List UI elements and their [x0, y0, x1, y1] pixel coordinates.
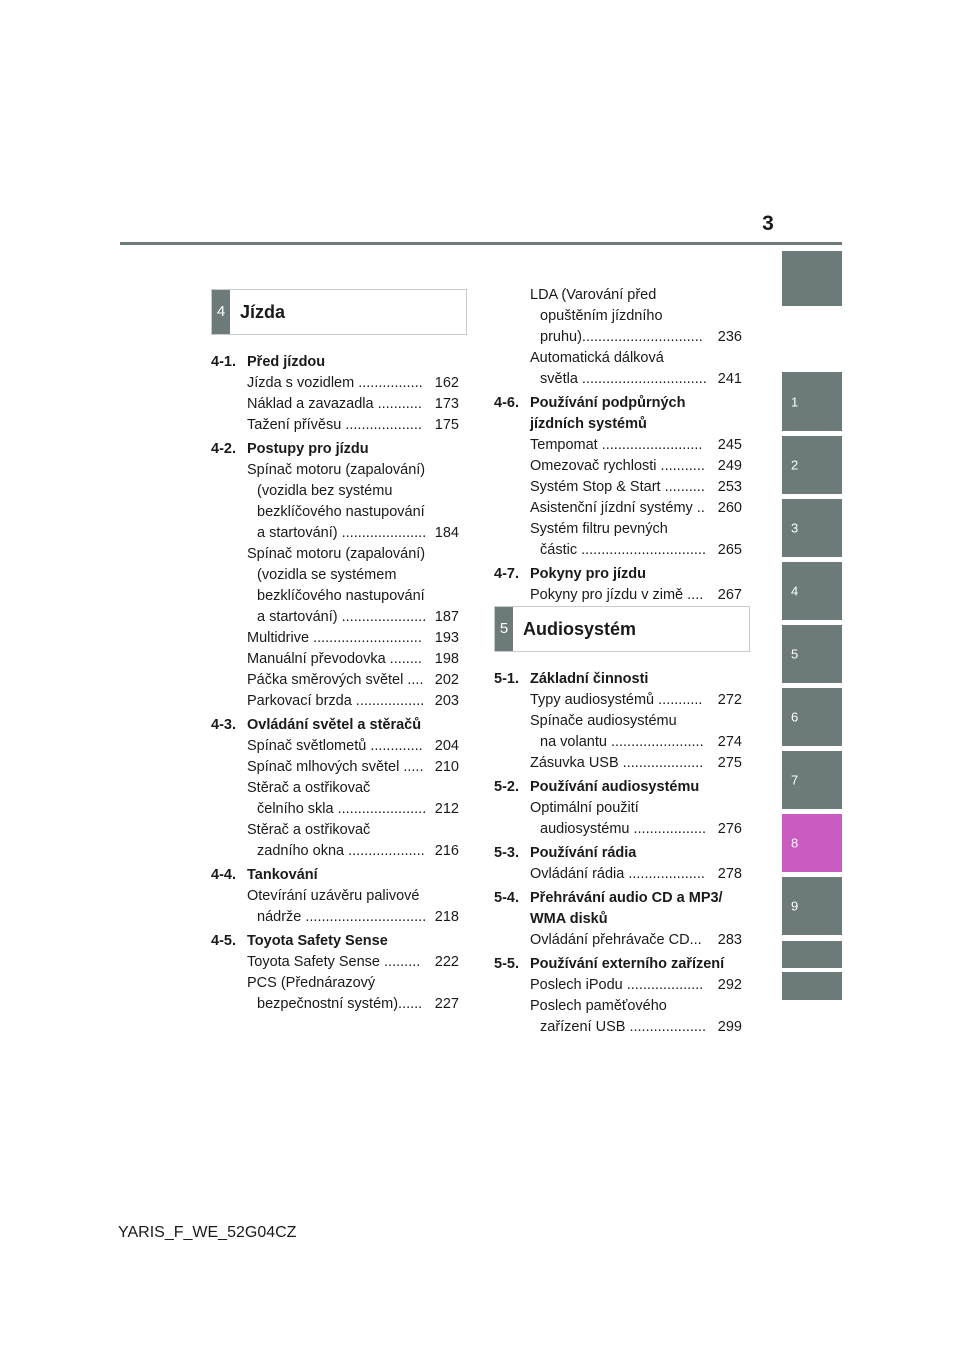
- toc-section[interactable]: [494, 669, 742, 690]
- page-ref: 276: [717, 819, 742, 840]
- page-ref: 283: [717, 930, 742, 951]
- chapter-tab-3[interactable]: 3: [782, 499, 842, 557]
- page-ref: 173: [434, 394, 459, 415]
- toc-entry[interactable]: [530, 498, 742, 519]
- section-title: Přehrávání audio CD a MP3/ WMA disků: [530, 890, 723, 927]
- entry-title: Stěrač a ostřikovač zadního okna ...................: [247, 822, 425, 859]
- entry-title: Ovládání přehrávače CD...: [530, 932, 702, 948]
- entry-title: Stěrač a ostřikovač čelního skla ......................: [247, 780, 427, 817]
- page-ref: 210: [434, 757, 459, 778]
- entry-title: LDA (Varování před opuštěním jízdního pruhu)..............................: [530, 287, 703, 345]
- section-code: 4-4.: [211, 867, 236, 883]
- section-title: Před jízdou: [247, 354, 326, 370]
- entry-title: Zásuvka USB ....................: [530, 755, 704, 771]
- entry-title: Tažení přívěsu ...................: [247, 417, 422, 433]
- section-title: Základní činnosti: [530, 671, 649, 687]
- entry-title: Náklad a zavazadla ...........: [247, 396, 422, 412]
- section-title: Postupy pro jízdu: [247, 441, 369, 457]
- toc-entry[interactable]: [247, 544, 459, 628]
- section-title: Ovládání světel a stěračů: [247, 717, 422, 733]
- page-ref: 202: [434, 670, 459, 691]
- toc-entry[interactable]: [247, 820, 459, 862]
- toc-entry[interactable]: [247, 628, 459, 649]
- toc-entry[interactable]: [247, 373, 459, 394]
- chapter-tab-6[interactable]: 6: [782, 688, 842, 746]
- section-title: Používání externího zařízení: [530, 956, 725, 972]
- page-ref: 272: [717, 690, 742, 711]
- chapter-tab-1[interactable]: 1: [782, 372, 842, 431]
- toc-section[interactable]: [211, 865, 459, 886]
- entry-title: Otevírání uzávěru palivové nádrže ..............................: [247, 888, 427, 925]
- entry-title: Spínač světlometů .............: [247, 738, 423, 754]
- chapter-tab-7[interactable]: 7: [782, 751, 842, 809]
- top-rule: [120, 242, 842, 245]
- entry-title: Poslech iPodu ...................: [530, 977, 704, 993]
- entry-title: Toyota Safety Sense .........: [247, 954, 421, 970]
- page-ref: 292: [717, 975, 742, 996]
- page-ref: 265: [717, 540, 742, 561]
- toc-entry[interactable]: [247, 886, 459, 928]
- chapter-number: 5: [495, 607, 513, 651]
- chapter-number: 4: [212, 290, 230, 334]
- page-ref: 260: [717, 498, 742, 519]
- page-ref: 275: [717, 753, 742, 774]
- entry-title: Automatická dálková světla ...............................: [530, 350, 707, 387]
- toc-section[interactable]: [494, 777, 742, 798]
- entry-title: Páčka směrových světel ....: [247, 672, 424, 688]
- entry-title: Spínač mlhových světel .....: [247, 759, 424, 775]
- toc-entry[interactable]: [247, 670, 459, 691]
- toc-entry[interactable]: [530, 996, 742, 1038]
- entry-title: Asistenční jízdní systémy ..: [530, 500, 705, 516]
- toc-column-right-top: [494, 285, 742, 606]
- entry-title: Poslech paměťového zařízení USB ...................: [530, 998, 706, 1035]
- toc-entry[interactable]: [247, 736, 459, 757]
- page-ref: 218: [434, 907, 459, 928]
- page-ref: 216: [434, 841, 459, 862]
- toc-entry[interactable]: [530, 753, 742, 774]
- toc-entry[interactable]: [530, 456, 742, 477]
- toc-entry[interactable]: [247, 973, 459, 1015]
- page-ref: 249: [717, 456, 742, 477]
- page-ref: 175: [434, 415, 459, 436]
- toc-entry[interactable]: [530, 348, 742, 390]
- chapter-header-5: [494, 606, 750, 652]
- toc-section[interactable]: [211, 715, 459, 736]
- page-ref: 267: [717, 585, 742, 606]
- section-code: 5-3.: [494, 845, 519, 861]
- chapter-tab-2[interactable]: 2: [782, 436, 842, 494]
- entry-title: Systém filtru pevných částic ...............................: [530, 521, 706, 558]
- page-ref: 222: [434, 952, 459, 973]
- chapter-tab-blank-b[interactable]: [782, 972, 842, 1000]
- entry-title: Optimální použití audiosystému ..................: [530, 800, 707, 837]
- entry-title: Spínač motoru (zapalování) (vozidla bez systému bezklíčového nastupování a startování) .....................: [247, 462, 427, 541]
- section-title: Tankování: [247, 867, 318, 883]
- toc-entry[interactable]: [530, 435, 742, 456]
- section-code: 4-3.: [211, 717, 236, 733]
- page-ref: 236: [717, 327, 742, 348]
- chapter-tab-8[interactable]: 8: [782, 814, 842, 872]
- entry-title: PCS (Přednárazový bezpečnostní systém)......: [247, 975, 423, 1012]
- toc-entry[interactable]: [530, 690, 742, 711]
- chapter-tab-5[interactable]: 5: [782, 625, 842, 683]
- page-ref: 184: [434, 523, 459, 544]
- entry-title: Parkovací brzda .................: [247, 693, 425, 709]
- toc-entry[interactable]: [247, 691, 459, 712]
- toc-entry[interactable]: [530, 975, 742, 996]
- entry-title: Spínače audiosystému na volantu .......................: [530, 713, 704, 750]
- entry-title: Pokyny pro jízdu v zimě ....: [530, 587, 704, 603]
- toc-entry[interactable]: [530, 864, 742, 885]
- page-ref: 299: [717, 1017, 742, 1038]
- chapter-header-4: [211, 289, 467, 335]
- section-code: 4-1.: [211, 354, 236, 370]
- toc-entry[interactable]: [247, 649, 459, 670]
- toc-section[interactable]: [211, 352, 459, 373]
- toc-entry[interactable]: [530, 519, 742, 561]
- toc-section[interactable]: [211, 439, 459, 460]
- entry-title: Omezovač rychlosti ...........: [530, 458, 705, 474]
- entry-title: Ovládání rádia ...................: [530, 866, 705, 882]
- toc-section[interactable]: [494, 564, 742, 585]
- section-title: Používání rádia: [530, 845, 637, 861]
- toc-section[interactable]: [494, 888, 742, 930]
- page-ref: 245: [717, 435, 742, 456]
- entry-title: Spínač motoru (zapalování) (vozidla se systémem bezklíčového nastupování a startování) .....................: [247, 546, 427, 625]
- section-title: Toyota Safety Sense: [247, 933, 388, 949]
- section-code: 4-5.: [211, 933, 236, 949]
- page-ref: 212: [434, 799, 459, 820]
- toc-entry[interactable]: [530, 930, 742, 951]
- toc-section[interactable]: [494, 954, 742, 975]
- toc-column-right-bottom: [494, 666, 742, 1038]
- chapter-tab-4[interactable]: 4: [782, 562, 842, 620]
- chapter-tab-blank-a[interactable]: [782, 941, 842, 968]
- page-number: 3: [762, 212, 774, 235]
- chapter-title: Audiosystém: [523, 619, 637, 639]
- page-ref: 203: [434, 691, 459, 712]
- page-ref: 204: [434, 736, 459, 757]
- toc-column-left: [211, 349, 459, 1015]
- page-ref: 241: [717, 369, 742, 390]
- section-code: 5-4.: [494, 890, 519, 906]
- page-ref: 278: [717, 864, 742, 885]
- chapter-tab-9[interactable]: 9: [782, 877, 842, 935]
- chapter-title: Jízda: [240, 302, 286, 322]
- page-ref: 162: [434, 373, 459, 394]
- page-ref: 227: [434, 994, 459, 1015]
- toc-entry[interactable]: [530, 798, 742, 840]
- toc-entry[interactable]: [530, 711, 742, 753]
- entry-title: Systém Stop & Start ..........: [530, 479, 705, 495]
- section-title: Používání audiosystému: [530, 779, 700, 795]
- toc-entry[interactable]: [530, 285, 742, 348]
- entry-title: Tempomat .........................: [530, 437, 703, 453]
- chapter-tab-blank-top[interactable]: [782, 251, 842, 306]
- section-title: Používání podpůrných jízdních systémů: [530, 395, 686, 432]
- entry-title: Typy audiosystémů ...........: [530, 692, 703, 708]
- section-code: 5-2.: [494, 779, 519, 795]
- page-ref: 253: [717, 477, 742, 498]
- section-code: 5-1.: [494, 671, 519, 687]
- page-ref: 274: [717, 732, 742, 753]
- section-title: Pokyny pro jízdu: [530, 566, 647, 582]
- section-code: 4-2.: [211, 441, 236, 457]
- page-ref: 198: [434, 649, 459, 670]
- toc-entry[interactable]: [530, 477, 742, 498]
- toc-entry[interactable]: [530, 585, 742, 606]
- section-code: 4-6.: [494, 395, 519, 411]
- page-ref: 187: [434, 607, 459, 628]
- entry-title: Manuální převodovka ........: [247, 651, 422, 667]
- toc-entry[interactable]: [247, 415, 459, 436]
- page-ref: 193: [434, 628, 459, 649]
- section-code: 5-5.: [494, 956, 519, 972]
- toc-section[interactable]: [494, 393, 742, 435]
- toc-section[interactable]: [494, 843, 742, 864]
- document-code-footer: YARIS_F_WE_52G04CZ: [118, 1224, 297, 1241]
- toc-section[interactable]: [211, 931, 459, 952]
- toc-entry[interactable]: [247, 778, 459, 820]
- toc-entry[interactable]: [247, 757, 459, 778]
- toc-entry[interactable]: [247, 952, 459, 973]
- toc-entry[interactable]: [247, 394, 459, 415]
- entry-title: Multidrive ...........................: [247, 630, 422, 646]
- toc-entry[interactable]: [247, 460, 459, 544]
- section-code: 4-7.: [494, 566, 519, 582]
- entry-title: Jízda s vozidlem ................: [247, 375, 423, 391]
